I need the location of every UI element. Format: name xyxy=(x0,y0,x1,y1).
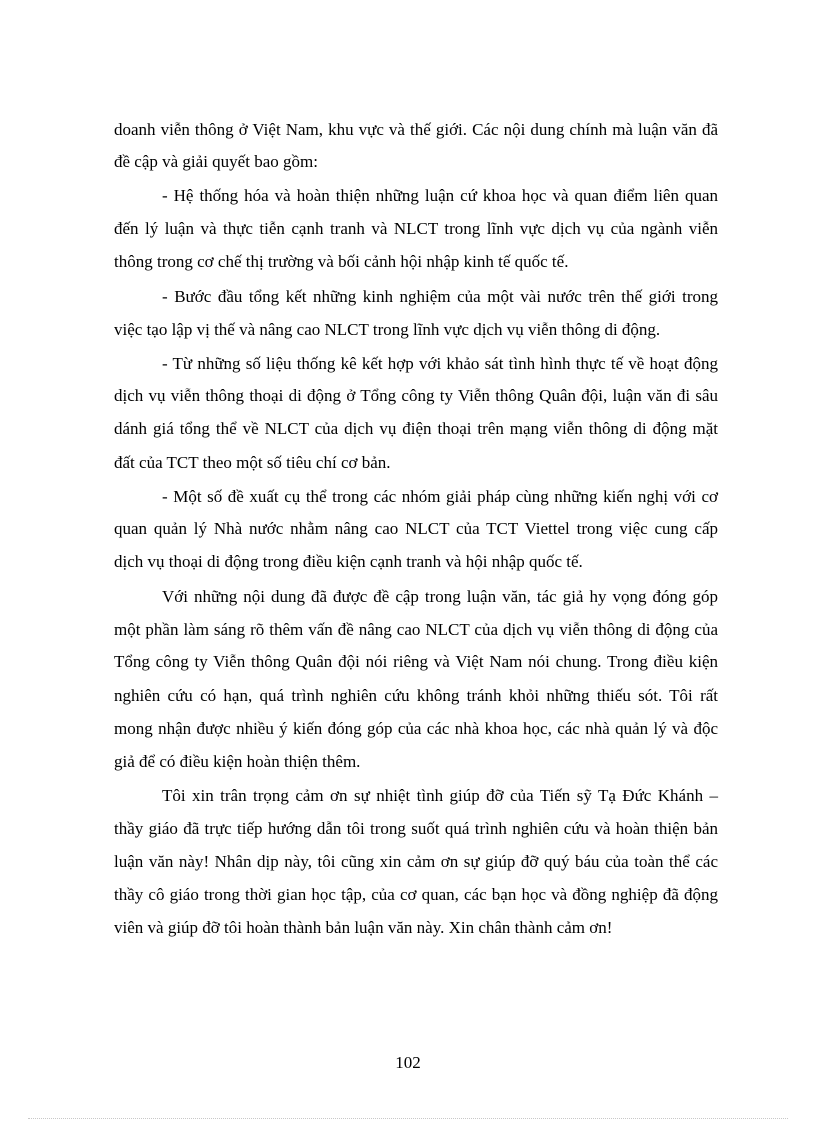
bullet-line: - Một số đề xuất cụ thể trong các nhóm giải pháp cùng những kiến nghị với cơ xyxy=(162,487,718,506)
text-line: việc tạo lập vị thế và nâng cao NLCT trong lĩnh vực dịch vụ viễn thông di động. xyxy=(114,320,661,339)
text-line: quan quản lý Nhà nước nhằm nâng cao NLCT của TCT Viettel trong việc cung cấp xyxy=(114,519,718,538)
text-line: thầy giáo đã trực tiếp hướng dẫn tôi trong suốt quá trình nghiên cứu và hoàn thiện bản xyxy=(114,819,718,838)
text-line: mong nhận được nhiều ý kiến đóng góp của các nhà khoa học, các nhà quản lý và độc xyxy=(114,719,718,738)
text-line: thầy cô giáo trong thời gian học tập, của cơ quan, các bạn học và đồng nghiệp đã động xyxy=(114,885,718,904)
paragraph-first-line: Với những nội dung đã được đề cập trong luận văn, tác giả hy vọng đóng góp xyxy=(162,587,718,606)
bullet-line: - Bước đầu tổng kết những kinh nghiệm của một vài nước trên thế giới trong xyxy=(162,287,718,306)
text-line: dịch vụ viễn thông thoại di động ở Tổng công ty Viễn thông Quân đội, luận văn đi sâu xyxy=(114,386,718,405)
page-number: 102 xyxy=(395,1053,421,1072)
text-line: viên và giúp đỡ tôi hoàn thành bản luận văn này. Xin chân thành cảm ơn! xyxy=(114,918,613,937)
paragraph-first-line: Tôi xin trân trọng cảm ơn sự nhiệt tình giúp đỡ của Tiến sỹ Tạ Đức Khánh – xyxy=(162,786,718,805)
text-line: thông trong cơ chế thị trường và bối cảnh hội nhập kinh tế quốc tế. xyxy=(114,252,569,271)
text-line: đất của TCT theo một số tiêu chí cơ bản. xyxy=(114,453,391,472)
text-line: đến lý luận và thực tiễn cạnh tranh và NLCT trong lĩnh vực dịch vụ của ngành viễn xyxy=(114,219,718,238)
text-line: giả để có điều kiện hoàn thiện thêm. xyxy=(114,752,361,771)
text-line: dịch vụ thoại di động trong điều kiện cạnh tranh và hội nhập quốc tế. xyxy=(114,552,583,571)
text-line: nghiên cứu có hạn, quá trình nghiên cứu không tránh khỏi những thiếu sót. Tôi rất xyxy=(114,686,718,705)
page-bottom-rule xyxy=(28,1118,788,1119)
text-line: Tổng công ty Viễn thông Quân đội nói riêng và Việt Nam nói chung. Trong điều kiện xyxy=(114,652,718,671)
text-line: dánh giá tổng thể về NLCT của dịch vụ điện thoại trên mạng viễn thông di động mặt xyxy=(114,419,718,438)
bullet-line: - Từ những số liệu thống kê kết hợp với khảo sát tình hình thực tế về hoạt động xyxy=(162,354,718,373)
text-line: luận văn này! Nhân dịp này, tôi cũng xin cảm ơn sự giúp đỡ quý báu của toàn thể các xyxy=(114,852,718,871)
text-line: doanh viễn thông ở Việt Nam, khu vực và thế giới. Các nội dung chính mà luận văn đã xyxy=(114,120,718,139)
bullet-line: - Hệ thống hóa và hoàn thiện những luận cứ khoa học và quan điểm liên quan xyxy=(162,186,718,205)
text-line: đề cập và giải quyết bao gồm: xyxy=(114,152,318,171)
text-line: một phần làm sáng rõ thêm vấn đề nâng cao NLCT của dịch vụ viễn thông di động của xyxy=(114,620,718,639)
